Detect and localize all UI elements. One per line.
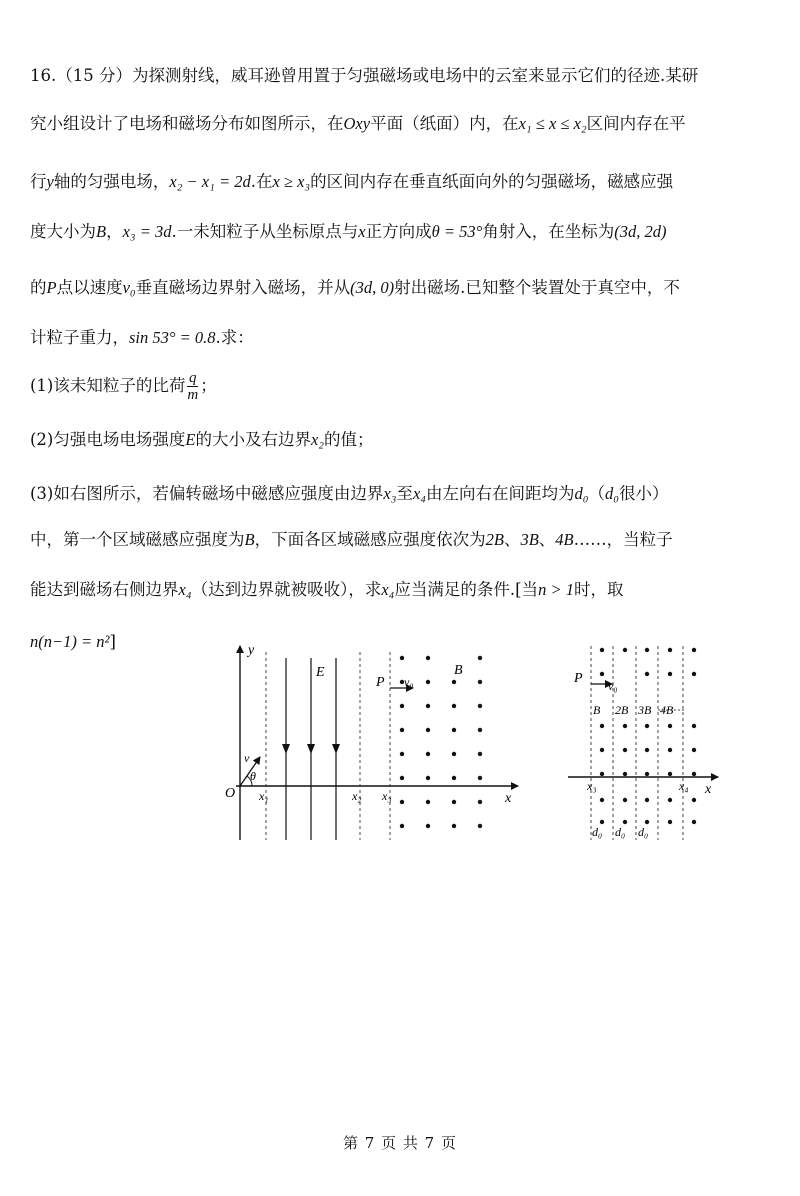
field-dot — [478, 752, 482, 756]
field-dot — [452, 800, 456, 804]
text-segment: ] — [109, 632, 116, 651]
field-dot — [400, 728, 404, 732]
text-segment: （达到边界就被吸收），求 — [191, 580, 382, 599]
field-dot — [478, 680, 482, 684]
field-dot — [645, 648, 649, 652]
field-dot — [478, 800, 482, 804]
d0-label: d₀ — [592, 825, 603, 839]
field-dot — [623, 648, 627, 652]
math-coord-exit: (3d, 0) — [350, 278, 395, 297]
math-y: y — [46, 172, 54, 191]
problem-line-1 — [30, 64, 698, 88]
math-approximation: n(n−1) = n² — [30, 632, 110, 651]
field-dot — [692, 724, 696, 728]
question-1 — [30, 370, 217, 403]
figure-1-field-diagram — [218, 640, 528, 850]
text-segment: 区间内存在平 — [586, 114, 686, 133]
text-segment: ； — [200, 376, 217, 395]
x1-label: x₁ — [259, 789, 269, 803]
field-dot — [400, 752, 404, 756]
math-4B: 4B — [555, 530, 574, 549]
problem-line-4 — [30, 220, 666, 244]
field-dot — [400, 656, 404, 660]
text-segment: 度大小为 — [30, 222, 96, 241]
text-segment: (3)如右图所示，若偏转磁场中磁感应强度由边界 — [30, 484, 384, 503]
math-v0: v₀ — [122, 278, 136, 297]
question-3-line-3 — [30, 578, 623, 602]
field-dot — [600, 772, 604, 776]
field-dot — [452, 752, 456, 756]
math-x3: x₃ = 3d — [122, 222, 172, 241]
math-interval: x₁ ≤ x ≤ x₂ — [518, 114, 587, 133]
math-x4: x₄ — [381, 580, 395, 599]
text-segment: 点以速度 — [56, 278, 123, 297]
text-segment: .在 — [250, 172, 273, 191]
text-segment: .一未知粒子从坐标原点与 — [171, 222, 359, 241]
field-dot — [692, 648, 696, 652]
field-dot — [452, 704, 456, 708]
field-dot — [478, 824, 482, 828]
text-segment: （ — [588, 484, 605, 503]
math-n-gt-1: n > 1 — [538, 580, 574, 599]
field-dot — [645, 724, 649, 728]
text-segment: ， — [106, 222, 123, 241]
denominator: m — [187, 387, 199, 403]
field-dot — [600, 648, 604, 652]
x3-label: x₃ — [587, 779, 597, 793]
field-dot — [645, 820, 649, 824]
field-dot — [426, 704, 430, 708]
x-axis-label: x — [505, 791, 512, 806]
field-dot — [600, 820, 604, 824]
problem-line-6 — [30, 326, 254, 350]
math-d0: d₀ — [574, 484, 589, 503]
text-segment: 行 — [30, 172, 47, 191]
math-E: E — [185, 430, 196, 449]
math-2B: 2B — [485, 530, 504, 549]
region-4-label: 4B — [660, 703, 674, 717]
text-segment: 究小组设计了电场和磁场分布如图所示，在 — [30, 114, 344, 133]
question-3-line-2 — [30, 528, 673, 552]
math-oxy: Oxy — [343, 114, 371, 133]
x-axis-label: x — [705, 782, 712, 797]
text-segment: 正方向成 — [365, 222, 432, 241]
field-dot — [400, 800, 404, 804]
field-dot — [645, 772, 649, 776]
text-segment: ，下面各区域磁感应强度依次为 — [254, 530, 486, 549]
field-dot — [623, 798, 627, 802]
problem-intro: 16.（15 分）为探测射线，威耳逊曾用置于匀强磁场或电场中的云室来显示它们的径迹.某研 — [30, 66, 699, 85]
fraction-q-over-m — [187, 370, 198, 403]
math-B: B — [96, 222, 107, 241]
field-dot — [452, 728, 456, 732]
d0-label: d₀ — [638, 825, 649, 839]
field-dot — [600, 672, 604, 676]
field-dot — [645, 798, 649, 802]
field-dot — [478, 704, 482, 708]
field-dot — [692, 820, 696, 824]
field-dot — [623, 748, 627, 752]
v0-label: v₀ — [404, 675, 414, 689]
math-B: B — [244, 530, 255, 549]
field-dot — [478, 776, 482, 780]
field-dot — [600, 798, 604, 802]
text-segment: 能达到磁场右侧边界 — [30, 580, 179, 599]
x2-label: x₂ — [352, 789, 362, 803]
field-dot — [400, 704, 404, 708]
field-dot — [600, 748, 604, 752]
text-segment: 很小） — [619, 484, 669, 503]
field-dot — [426, 776, 430, 780]
problem-line-2 — [30, 112, 686, 136]
math-3B: 3B — [520, 530, 539, 549]
field-dot — [426, 656, 430, 660]
field-dot — [623, 820, 627, 824]
field-dot — [645, 748, 649, 752]
text-segment: 、 — [503, 530, 521, 549]
question-3-line-1 — [30, 482, 669, 506]
math-x3: x₃ — [383, 484, 397, 503]
theta-label: θ — [250, 769, 256, 783]
field-dot — [668, 772, 672, 776]
magnetic-field-dots — [600, 648, 696, 824]
x3-label: x₃ — [382, 789, 392, 803]
region-3-label: 3B — [638, 703, 652, 717]
text-segment: 的值； — [324, 430, 374, 449]
field-dot — [400, 776, 404, 780]
question-2 — [30, 428, 374, 452]
field-dot — [692, 748, 696, 752]
field-dot — [452, 824, 456, 828]
origin-label: O — [225, 786, 236, 801]
text-segment: 、 — [538, 530, 556, 549]
field-dot — [400, 680, 404, 684]
text-segment: 应当满足的条件.[当 — [394, 580, 539, 599]
math-x-ge-x3: x ≥ x₃ — [272, 172, 311, 191]
field-dot — [426, 680, 430, 684]
field-dot — [400, 824, 404, 828]
math-theta: θ = 53° — [431, 222, 483, 241]
field-dot — [668, 798, 672, 802]
field-dot — [692, 772, 696, 776]
field-dot — [478, 728, 482, 732]
field-dot — [452, 680, 456, 684]
text-segment: 平面（纸面）内，在 — [370, 114, 519, 133]
e-field-arrow — [282, 744, 290, 754]
math-x2-x1: x₂ − x₁ = 2d — [169, 172, 251, 191]
d0-label: d₀ — [615, 825, 626, 839]
field-dot — [645, 672, 649, 676]
field-dot — [668, 748, 672, 752]
question-3-line-4 — [30, 630, 116, 654]
numerator: q — [189, 370, 197, 386]
text-segment: (1)该未知粒子的比荷 — [30, 376, 186, 395]
text-segment: 至 — [396, 484, 413, 503]
y-axis-label: y — [248, 643, 255, 658]
text-segment: 计粒子重力， — [30, 328, 129, 347]
text-segment: (2)匀强电场电场强度 — [30, 430, 186, 449]
point-p-label: P — [574, 671, 583, 686]
problem-line-3 — [30, 170, 673, 194]
field-dot — [426, 728, 430, 732]
field-dot — [623, 772, 627, 776]
page-footer: 第 7 页 共 7 页 — [343, 1134, 457, 1152]
math-P: P — [46, 278, 57, 297]
math-x2: x₂ — [310, 430, 325, 449]
field-dot — [623, 724, 627, 728]
math-d0: d₀ — [605, 484, 619, 503]
field-dot — [668, 724, 672, 728]
math-x4: x₄ — [178, 580, 192, 599]
field-dot — [426, 800, 430, 804]
figure-2-graded-field-diagram — [560, 640, 730, 845]
field-dot — [692, 672, 696, 676]
field-dot — [478, 656, 482, 660]
text-segment: 的大小及右边界 — [195, 430, 311, 449]
field-dot — [668, 648, 672, 652]
text-segment: 垂直磁场边界射入磁场，并从 — [135, 278, 351, 297]
text-segment: 角射入，在坐标为 — [482, 222, 615, 241]
v0-label: v₀ — [608, 679, 618, 693]
velocity-label: v — [244, 751, 250, 765]
field-dot — [426, 752, 430, 756]
x4-label: x₄ — [679, 779, 689, 793]
field-dot — [452, 776, 456, 780]
text-segment: 的区间内存在垂直纸面向外的匀强磁场，磁感应强 — [310, 172, 674, 191]
problem-line-5 — [30, 276, 680, 300]
text-segment: .求： — [215, 328, 254, 347]
e-field-arrow — [307, 744, 315, 754]
math-x: x — [358, 222, 366, 241]
point-p-label: P — [376, 675, 385, 690]
text-segment: 时，取 — [573, 580, 624, 599]
text-segment: 中，第一个区域磁感应强度为 — [30, 530, 245, 549]
region-2-label: 2B — [615, 703, 629, 717]
math-coord-p: (3d, 2d) — [614, 222, 667, 241]
math-sin53: sin 53° = 0.8 — [129, 328, 216, 347]
text-segment: ……，当粒子 — [573, 530, 673, 549]
text-segment: 由左向右在间距均为 — [426, 484, 575, 503]
e-field-arrow — [332, 744, 340, 754]
e-field-label: E — [316, 665, 325, 680]
text-segment: 射出磁场.已知整个装置处于真空中，不 — [394, 278, 680, 297]
field-dot — [668, 672, 672, 676]
region-1-label: B — [593, 703, 601, 717]
math-x4: x₄ — [412, 484, 426, 503]
field-dot — [668, 820, 672, 824]
text-segment: 的 — [30, 278, 47, 297]
field-dot — [426, 824, 430, 828]
field-dot — [692, 798, 696, 802]
b-field-label: B — [454, 663, 463, 678]
text-segment: 轴的匀强电场， — [53, 172, 170, 191]
field-dot — [600, 724, 604, 728]
